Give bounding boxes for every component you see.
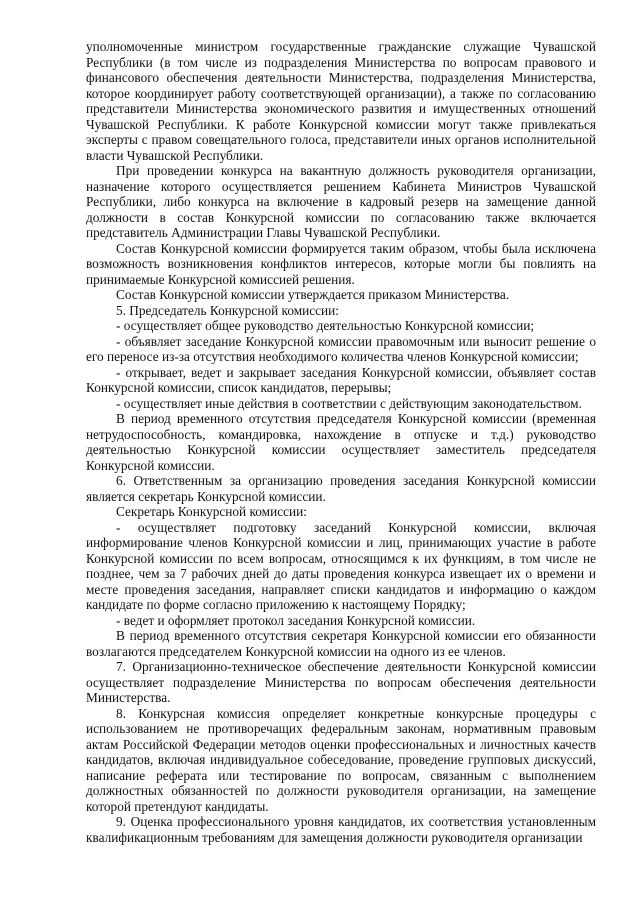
paragraph-commission-members: уполномоченные министром государственные гражданские служащие Чувашской Республики (в том числе из подразделения Министерства по вопросам правового и финансового обеспечения деятельности Министерства, подразделения Министерства, которое координирует работу соответствующей организации), а также по согласованию представители Министерства экономического развития и имущественных отношений Чувашской Республики. К работе Конкурсной комиссии могут также привлекаться эксперты с правом совещательного голоса, представители иных органов исполнительной власти Чувашской Республики. [86,39,596,163]
paragraph-section-9: 9. Оценка профессионального уровня кандидатов, их соответствия установленным квалификационным требованиям для замещения должности руководителя организации [86,814,596,845]
list-item-meetings: - открывает, ведет и закрывает заседания Конкурсной комиссии, объявляет состав Конкурсной комиссии, список кандидатов, перерывы; [86,364,596,395]
list-item-general-management: - осуществляет общее руководство деятельностью Конкурсной комиссии; [116,318,535,333]
paragraph-section-8: 8. Конкурсная комиссия определяет конкретные конкурсные процедуры с использованием не противоречащих федеральным законам, нормативным правовым актам Российской Федерации методов оценки профессиональных и личностных качеств кандидатов, включая индивидуальное собеседование, проведение групповых дискуссий, написание реферата или тестирование по вопросам, связанным с выполнением должностных обязанностей по должности руководителя организации, на замещение которой претендуют кандидаты. [86,705,596,814]
paragraph-composition-approval: Состав Конкурсной комиссии утверждается приказом Министерства. [116,287,510,302]
list-item-secretary-preparation: - осуществляет подготовку заседаний Конкурсной комиссии, включая информирование членов Конкурсной комиссии и лиц, принимающих участие в работе Конкурсной комиссии по всем вопросам, относящимся к их функциям, в том числе не позднее, чем за 7 рабочих дней до даты проведения конкурса извещает их о времени и месте проведения заседания, направляет списки кандидатов и информацию о каждом кандидате по форме согласно приложению к настоящему Порядку; [86,519,596,612]
list-item-secretary-protocol: - ведет и оформляет протокол заседания Конкурсной комиссии. [116,612,476,628]
paragraph-conflict-of-interest: Состав Конкурсной комиссии формируется таким образом, чтобы была исключена возможность возникновения конфликтов интересов, которые могли бы повлиять на принимаемые Конкурсной комиссией решения. [86,240,596,287]
list-item-quorum: - объявляет заседание Конкурсной комиссии правомочным или выносит решение о его переносе из-за отсутствия необходимого количества членов Конкурсной комиссии; [86,333,596,364]
paragraph-administration-representative: При проведении конкурса на вакантную должность руководителя организации, назначение которого осуществляется решением Кабинета Министров Чувашской Республики, либо конкурса на включение в кадровый резерв на замещение данной должности в состав Конкурсной комиссии по согласованию также включается представитель Администрации Главы Чувашской Республики. [86,163,596,240]
paragraph-chair-absence: В период временного отсутствия председателя Конкурсной комиссии (временная нетрудоспособность, командировка, нахождение в отпуске и т.д.) руководство деятельностью Конкурсной комиссии осуществляет заместитель председателя Конкурсной комиссии. [86,411,596,473]
paragraph-section-7: 7. Организационно-техническое обеспечение деятельности Конкурсной комиссии осуществляет подразделение Министерства по вопросам обеспечения деятельности Министерства. [86,659,596,705]
paragraph-section-6: 6. Ответственным за организацию проведения заседания Конкурсной комиссии является секретарь Конкурсной комиссии. [86,473,596,504]
paragraph-secretary-heading: Секретарь Конкурсной комиссии: [116,504,307,519]
paragraph-secretary-absence: В период временного отсутствия секретаря Конкурсной комиссии его обязанности возлагаются председателем Конкурсной комиссии на одного из ее членов. [86,628,596,659]
paragraph-section-5-heading: 5. Председатель Конкурсной комиссии: [116,302,339,318]
list-item-other-actions: - осуществляет иные действия в соответствии с действующим законодательством. [116,395,582,411]
document-page [86,39,596,845]
